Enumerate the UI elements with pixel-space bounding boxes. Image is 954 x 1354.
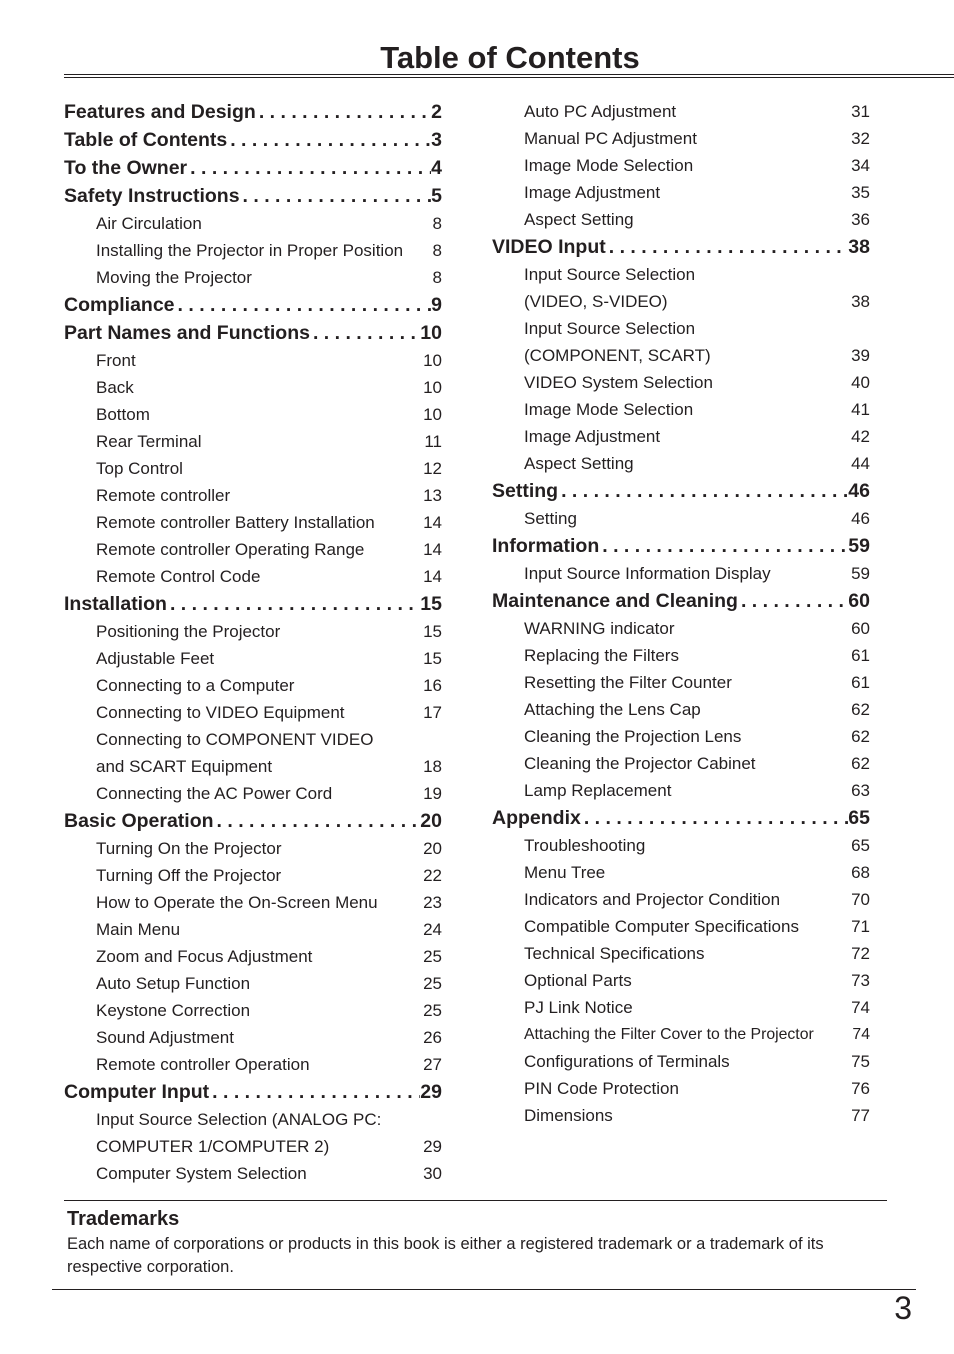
- toc-entry-title: Table of Contents: [64, 129, 228, 151]
- toc-entry-page: 40: [851, 373, 870, 392]
- toc-subsection-entry: [492, 179, 870, 206]
- toc-entry-page: 36: [851, 210, 870, 229]
- toc-subsection-entry: [492, 342, 870, 369]
- toc-entry-title: Manual PC Adjustment: [524, 129, 697, 148]
- toc-entry-page: 25: [423, 1001, 442, 1020]
- toc-entry-page: 2: [431, 101, 442, 123]
- toc-entry-title: Front: [96, 351, 136, 370]
- toc-entry-page: 25: [423, 947, 442, 966]
- toc-entry-page: 10: [423, 351, 442, 370]
- toc-entry-page: 74: [852, 1026, 870, 1043]
- toc-section-entry: [64, 319, 442, 347]
- trademarks-text: Each name of corporations or products in this book is either a registered trademark or a trademark of its respective corporation.: [67, 1235, 824, 1276]
- toc-entry-page: 39: [851, 346, 870, 365]
- toc-entry-title: Main Menu: [96, 920, 181, 939]
- toc-entry-title: Attaching the Filter Cover to the Projector: [524, 1026, 814, 1043]
- toc-entry-page: 59: [851, 564, 870, 583]
- toc-subsection-entry: [64, 997, 442, 1024]
- toc-entry-title: Top Control: [96, 459, 183, 478]
- toc-entry-page: 11: [424, 432, 442, 451]
- toc-subsection-entry: [64, 753, 442, 780]
- toc-entry-title: Connecting the AC Power Cord: [96, 784, 333, 803]
- toc-entry-title: Cleaning the Projection Lens: [524, 727, 742, 746]
- toc-entry-page: 14: [423, 567, 442, 586]
- toc-entry-page: 38: [848, 236, 870, 258]
- toc-subsection-entry: [64, 347, 442, 374]
- toc-entry-page: 68: [851, 863, 870, 882]
- toc-entry-page: 10: [420, 322, 442, 344]
- toc-subsection-entry: [64, 536, 442, 563]
- toc-entry-page: 25: [423, 974, 442, 993]
- toc-entry-page: 31: [851, 102, 870, 121]
- toc-entry-title: Resetting the Filter Counter: [524, 673, 732, 692]
- toc-entry-page: 75: [851, 1052, 870, 1071]
- trademarks-rule: [64, 1200, 887, 1201]
- toc-section-entry: [492, 477, 870, 505]
- toc-entry-title: Remote controller Operation: [96, 1055, 310, 1074]
- toc-entry-page: 26: [423, 1028, 442, 1047]
- toc-entry-title: Image Adjustment: [524, 427, 661, 446]
- toc-subsection-entry: [64, 645, 442, 672]
- toc-subsection-entry: [64, 374, 442, 401]
- toc-dot-leader: [209, 1078, 420, 1106]
- toc-entry-page: 30: [423, 1164, 442, 1183]
- toc-entry-page: 71: [851, 917, 870, 936]
- toc-entry-page: 62: [851, 700, 870, 719]
- toc-entry-title: Input Source Selection: [524, 319, 696, 338]
- toc-section-entry: [492, 804, 870, 832]
- toc-entry-page: 8: [432, 241, 442, 260]
- toc-entry-title: Attaching the Lens Cap: [524, 700, 701, 719]
- toc-entry-page: 14: [423, 513, 442, 532]
- toc-subsection-entry: [492, 750, 870, 777]
- toc-entry-title: Information: [492, 535, 600, 557]
- toc-right-column: [492, 98, 870, 1129]
- toc-entry-title: Part Names and Functions: [64, 322, 310, 344]
- toc-entry-title: Indicators and Projector Condition: [524, 890, 781, 909]
- toc-entry-title: Image Mode Selection: [524, 156, 694, 175]
- toc-subsection-entry: [492, 560, 870, 587]
- toc-entry-title: To the Owner: [64, 157, 188, 179]
- toc-entry-title: Keystone Correction: [96, 1001, 251, 1020]
- toc-entry-title: Turning On the Projector: [96, 839, 282, 858]
- toc-entry-page: 42: [851, 427, 870, 446]
- toc-subsection-entry: [492, 832, 870, 859]
- toc-entry-title: Dimensions: [524, 1106, 613, 1125]
- toc-entry-title: Remote controller Operating Range: [96, 540, 365, 559]
- toc-subsection-entry: [64, 1106, 442, 1133]
- toc-subsection-entry: [492, 369, 870, 396]
- toc-entry-page: 32: [851, 129, 870, 148]
- toc-subsection-entry: [64, 862, 442, 889]
- toc-section-entry: [492, 233, 870, 261]
- toc-entry-page: 44: [851, 454, 870, 473]
- toc-entry-page: 20: [423, 839, 442, 858]
- toc-subsection-entry: [64, 509, 442, 536]
- toc-dot-leader: [599, 532, 848, 560]
- toc-entry-page: 61: [851, 646, 870, 665]
- toc-entry-page: 18: [423, 757, 442, 776]
- toc-entry-page: 16: [423, 676, 442, 695]
- toc-entry-title: PJ Link Notice: [524, 998, 633, 1017]
- toc-subsection-entry: [492, 615, 870, 642]
- toc-entry-title: Configurations of Terminals: [524, 1052, 730, 1071]
- toc-entry-title: Positioning the Projector: [96, 622, 281, 641]
- toc-subsection-entry: [492, 315, 870, 342]
- toc-subsection-entry: [64, 835, 442, 862]
- toc-entry-page: 77: [851, 1106, 870, 1125]
- toc-dot-leader: [214, 807, 421, 835]
- toc-subsection-entry: [492, 1021, 870, 1048]
- toc-entry-page: 19: [423, 784, 442, 803]
- toc-entry-page: 46: [848, 480, 870, 502]
- toc-subsection-entry: [492, 723, 870, 750]
- toc-entry-page: 12: [423, 459, 442, 478]
- toc-subsection-entry: [492, 450, 870, 477]
- toc-entry-title: Remote Control Code: [96, 567, 261, 586]
- toc-entry-title: Setting: [492, 480, 559, 502]
- toc-section-entry: [64, 154, 442, 182]
- toc-subsection-entry: [492, 859, 870, 886]
- toc-entry-title: Cleaning the Projector Cabinet: [524, 754, 756, 773]
- toc-entry-title: Adjustable Feet: [96, 649, 215, 668]
- toc-section-entry: [64, 291, 442, 319]
- toc-entry-title: Remote controller: [96, 486, 231, 505]
- toc-entry-page: 15: [423, 622, 442, 641]
- toc-entry-page: 38: [851, 292, 870, 311]
- toc-entry-page: 23: [423, 893, 442, 912]
- toc-entry-page: 10: [423, 405, 442, 424]
- toc-subsection-entry: [492, 288, 870, 315]
- toc-entry-title: Image Mode Selection: [524, 400, 694, 419]
- toc-entry-page: 20: [420, 810, 442, 832]
- toc-entry-page: 46: [851, 509, 870, 528]
- toc-entry-page: 35: [851, 183, 870, 202]
- toc-entry-page: 24: [423, 920, 442, 939]
- toc-entry-page: 15: [423, 649, 442, 668]
- toc-subsection-entry: [492, 1102, 870, 1129]
- toc-subsection-entry: [64, 237, 442, 264]
- toc-entry-title: Lamp Replacement: [524, 781, 672, 800]
- toc-entry-title: Moving the Projector: [96, 268, 252, 287]
- toc-subsection-entry: [492, 994, 870, 1021]
- toc-subsection-entry: [64, 264, 442, 291]
- toc-entry-title: Air Circulation: [96, 214, 202, 233]
- toc-dot-leader: [606, 233, 849, 261]
- toc-entry-title: Input Source Information Display: [524, 564, 771, 583]
- toc-entry-title: Compliance: [64, 294, 175, 316]
- toc-entry-page: 65: [851, 836, 870, 855]
- toc-entry-title: Menu Tree: [524, 863, 606, 882]
- toc-subsection-entry: [64, 672, 442, 699]
- toc-subsection-entry: [64, 210, 442, 237]
- toc-entry-page: 62: [851, 754, 870, 773]
- toc-entry-title: Image Adjustment: [524, 183, 661, 202]
- toc-subsection-entry: [64, 401, 442, 428]
- toc-entry-title: Sound Adjustment: [96, 1028, 234, 1047]
- toc-entry-title: How to Operate the On-Screen Menu: [96, 893, 378, 912]
- toc-entry-title: Safety Instructions: [64, 185, 240, 207]
- toc-entry-page: 62: [851, 727, 870, 746]
- toc-dot-leader: [167, 590, 420, 618]
- toc-entry-title: Connecting to COMPONENT VIDEO: [96, 730, 374, 749]
- toc-subsection-entry: [492, 261, 870, 288]
- toc-entry-page: 70: [851, 890, 870, 909]
- title-rule: [64, 74, 954, 75]
- toc-entry-title: WARNING indicator: [524, 619, 675, 638]
- toc-entry-title: Back: [96, 378, 134, 397]
- toc-entry-title: Auto Setup Function: [96, 974, 251, 993]
- toc-entry-page: 65: [848, 807, 870, 829]
- toc-entry-page: 29: [420, 1081, 442, 1103]
- toc-section-entry: [64, 590, 442, 618]
- toc-entry-page: 76: [851, 1079, 870, 1098]
- toc-section-entry: [64, 98, 442, 126]
- page-number: 3: [894, 1290, 912, 1326]
- toc-entry-page: 10: [423, 378, 442, 397]
- toc-subsection-entry: [492, 642, 870, 669]
- toc-entry-page: 34: [851, 156, 870, 175]
- toc-subsection-entry: [64, 943, 442, 970]
- toc-subsection-entry: [492, 967, 870, 994]
- toc-entry-page: 59: [848, 535, 870, 557]
- page-title: Table of Contents: [380, 40, 640, 75]
- toc-entry-page: 9: [431, 294, 442, 316]
- toc-dot-leader: [558, 477, 848, 505]
- toc-dot-leader: [240, 182, 432, 210]
- toc-subsection-entry: [492, 125, 870, 152]
- toc-subsection-entry: [64, 1133, 442, 1160]
- toc-subsection-entry: [64, 726, 442, 753]
- toc-entry-title: Troubleshooting: [524, 836, 646, 855]
- toc-entry-title: VIDEO System Selection: [524, 373, 713, 392]
- toc-subsection-entry: [64, 455, 442, 482]
- toc-subsection-entry: [64, 1024, 442, 1051]
- toc-entry-title: Installing the Projector in Proper Position: [96, 241, 404, 260]
- toc-entry-title: Basic Operation: [64, 810, 214, 832]
- toc-entry-title: Aspect Setting: [524, 210, 634, 229]
- toc-subsection-entry: [492, 940, 870, 967]
- toc-entry-title: Computer System Selection: [96, 1164, 307, 1183]
- toc-subsection-entry: [64, 618, 442, 645]
- toc-dot-leader: [175, 291, 432, 319]
- toc-dot-leader: [256, 98, 431, 126]
- toc-entry-title: Compatible Computer Specifications: [524, 917, 799, 936]
- toc-entry-title: Technical Specifications: [524, 944, 705, 963]
- toc-entry-title: (COMPONENT, SCART): [524, 346, 711, 365]
- toc-subsection-entry: [492, 98, 870, 125]
- toc-subsection-entry: [492, 1075, 870, 1102]
- toc-section-entry: [64, 126, 442, 154]
- toc-subsection-entry: [492, 886, 870, 913]
- toc-entry-page: 74: [851, 998, 870, 1017]
- toc-entry-title: Maintenance and Cleaning: [492, 590, 738, 612]
- toc-entry-page: 41: [851, 400, 870, 419]
- toc-subsection-entry: [64, 1160, 442, 1187]
- toc-subsection-entry: [64, 889, 442, 916]
- toc-entry-title: Input Source Selection: [524, 265, 696, 284]
- toc-entry-page: 63: [851, 781, 870, 800]
- toc-entry-title: Zoom and Focus Adjustment: [96, 947, 313, 966]
- footer-rule: [52, 1289, 916, 1290]
- toc-entry-page: 29: [423, 1137, 442, 1156]
- toc-entry-title: Connecting to a Computer: [96, 676, 295, 695]
- toc-subsection-entry: [492, 913, 870, 940]
- toc-entry-title: Turning Off the Projector: [96, 866, 282, 885]
- toc-entry-title: VIDEO Input: [492, 236, 606, 258]
- toc-subsection-entry: [492, 1048, 870, 1075]
- toc-entry-page: 22: [423, 866, 442, 885]
- toc-entry-title: PIN Code Protection: [524, 1079, 679, 1098]
- toc-dot-leader: [310, 319, 420, 347]
- toc-entry-title: (VIDEO, S-VIDEO): [524, 292, 668, 311]
- toc-entry-title: COMPUTER 1/COMPUTER 2): [96, 1137, 330, 1156]
- toc-entry-title: and SCART Equipment: [96, 757, 273, 776]
- toc-entry-page: 5: [431, 185, 442, 207]
- toc-entry-page: 60: [851, 619, 870, 638]
- toc-subsection-entry: [64, 428, 442, 455]
- toc-subsection-entry: [492, 152, 870, 179]
- toc-subsection-entry: [64, 563, 442, 590]
- toc-entry-title: Auto PC Adjustment: [524, 102, 677, 121]
- toc-entry-page: 61: [851, 673, 870, 692]
- toc-entry-title: Computer Input: [64, 1081, 210, 1103]
- toc-entry-page: 3: [431, 129, 442, 151]
- toc-left-column: [64, 98, 442, 1187]
- toc-entry-title: Connecting to VIDEO Equipment: [96, 703, 345, 722]
- toc-subsection-entry: [64, 780, 442, 807]
- title-rule-secondary: [64, 77, 954, 78]
- toc-subsection-entry: [492, 396, 870, 423]
- toc-entry-page: 8: [432, 268, 442, 287]
- toc-dot-leader: [738, 587, 848, 615]
- toc-entry-title: Optional Parts: [524, 971, 632, 990]
- toc-entry-page: 4: [431, 157, 442, 179]
- toc-subsection-entry: [64, 1051, 442, 1078]
- toc-subsection-entry: [64, 699, 442, 726]
- toc-entry-page: 60: [848, 590, 870, 612]
- toc-entry-title: Aspect Setting: [524, 454, 634, 473]
- toc-entry-page: 15: [420, 593, 442, 615]
- toc-entry-title: Installation: [64, 593, 167, 615]
- toc-subsection-entry: [492, 505, 870, 532]
- toc-entry-page: 72: [851, 944, 870, 963]
- toc-section-entry: [492, 587, 870, 615]
- trademarks-heading: Trademarks: [67, 1208, 180, 1230]
- toc-subsection-entry: [64, 916, 442, 943]
- toc-section-entry: [64, 1078, 442, 1106]
- toc-entry-title: Appendix: [492, 807, 581, 829]
- toc-entry-title: Features and Design: [64, 101, 256, 123]
- toc-section-entry: [64, 807, 442, 835]
- toc-entry-title: Remote controller Battery Installation: [96, 513, 375, 532]
- toc-subsection-entry: [64, 482, 442, 509]
- toc-subsection-entry: [492, 206, 870, 233]
- toc-entry-title: Setting: [524, 509, 577, 528]
- toc-dot-leader: [227, 126, 431, 154]
- toc-section-entry: [492, 532, 870, 560]
- toc-entry-title: Replacing the Filters: [524, 646, 679, 665]
- toc-dot-leader: [187, 154, 431, 182]
- toc-entry-title: Input Source Selection (ANALOG PC:: [96, 1110, 382, 1129]
- toc-subsection-entry: [492, 423, 870, 450]
- toc-subsection-entry: [64, 970, 442, 997]
- toc-subsection-entry: [492, 669, 870, 696]
- toc-entry-page: 8: [432, 214, 442, 233]
- toc-section-entry: [64, 182, 442, 210]
- toc-subsection-entry: [492, 696, 870, 723]
- toc-entry-page: 14: [423, 540, 442, 559]
- toc-entry-page: 73: [851, 971, 870, 990]
- toc-entry-page: 13: [423, 486, 442, 505]
- toc-entry-title: Bottom: [96, 405, 150, 424]
- toc-subsection-entry: [492, 777, 870, 804]
- toc-entry-title: Rear Terminal: [96, 432, 202, 451]
- toc-entry-page: 17: [423, 703, 442, 722]
- toc-dot-leader: [581, 804, 848, 832]
- toc-entry-page: 27: [423, 1055, 442, 1074]
